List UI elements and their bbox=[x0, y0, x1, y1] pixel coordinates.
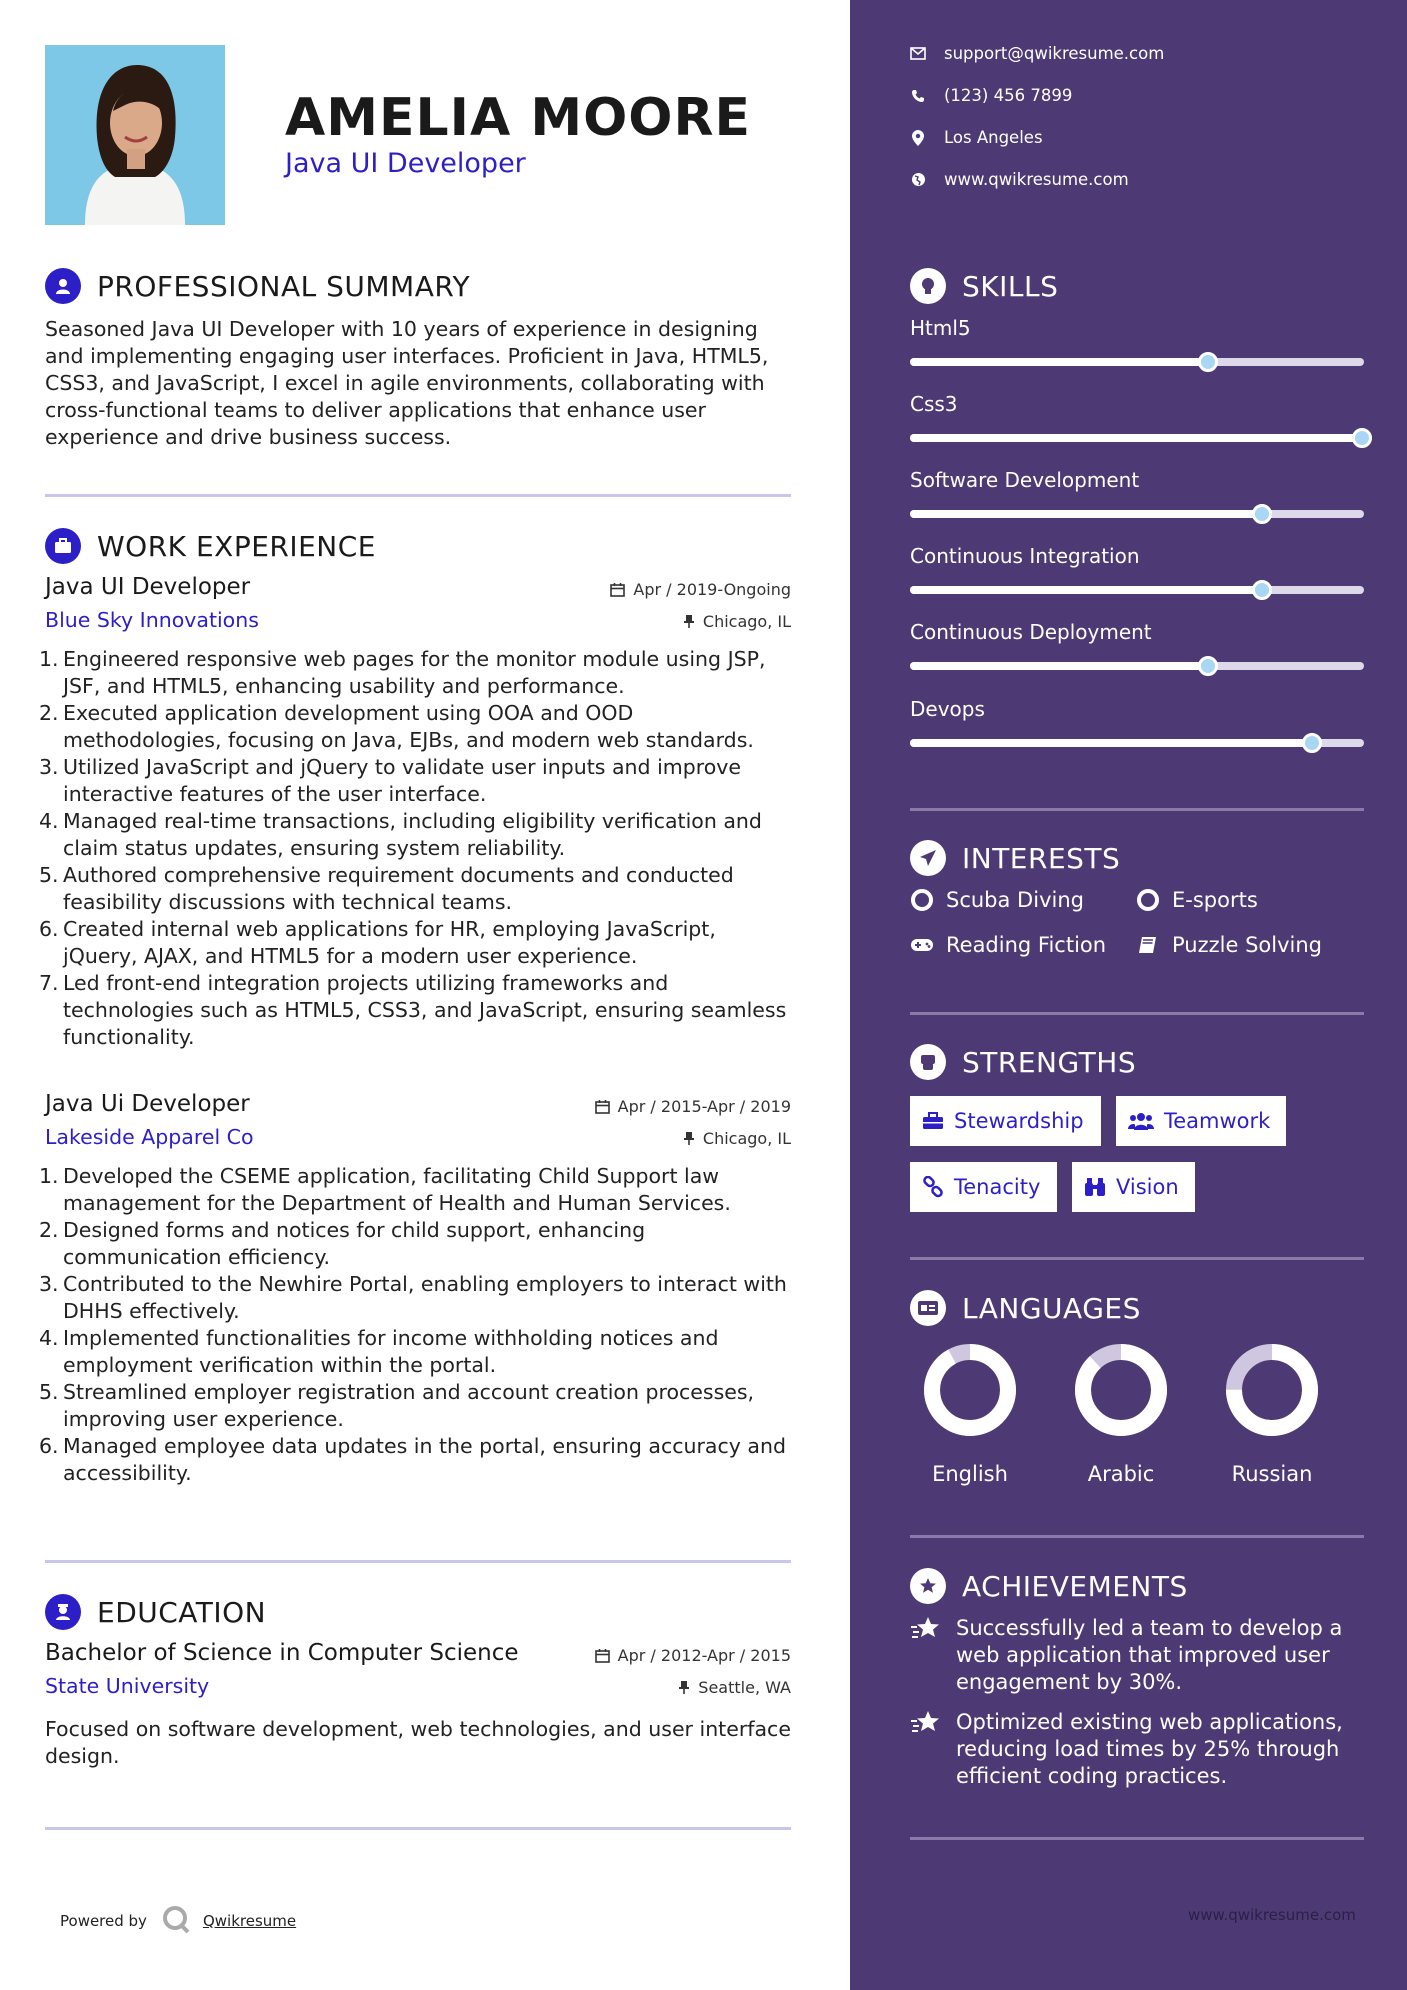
footer-website[interactable]: www.qwikresume.com bbox=[1188, 1906, 1356, 1924]
skill-bar bbox=[910, 434, 1364, 442]
skill-name: Continuous Deployment bbox=[910, 620, 1152, 644]
phone-text: (123) 456 7899 bbox=[944, 86, 1073, 105]
map-marker-icon bbox=[910, 130, 926, 146]
strength-label: Vision bbox=[1116, 1175, 1179, 1199]
star-badge-icon bbox=[910, 1568, 946, 1604]
skill-bar bbox=[910, 739, 1364, 747]
interest-label: Reading Fiction bbox=[946, 933, 1107, 957]
email-text: support@qwikresume.com bbox=[944, 44, 1165, 63]
interest-item bbox=[910, 888, 1084, 912]
strength-chip bbox=[1072, 1162, 1195, 1212]
powered-by bbox=[60, 1904, 296, 1938]
job-company: Blue Sky Innovations bbox=[45, 608, 259, 632]
language-item bbox=[1197, 1340, 1347, 1486]
skill-bar bbox=[910, 586, 1364, 594]
contact-location bbox=[910, 128, 1043, 147]
achievement-item bbox=[910, 1709, 1364, 1790]
skill-bar bbox=[910, 662, 1364, 670]
skill-name: Continuous Integration bbox=[910, 544, 1140, 568]
divider bbox=[910, 808, 1364, 811]
skill-fill bbox=[910, 358, 1210, 366]
skill-fill bbox=[910, 586, 1264, 594]
binoculars-icon bbox=[1084, 1177, 1106, 1197]
language-ring bbox=[920, 1340, 1020, 1440]
skill-knob bbox=[1352, 428, 1372, 448]
list-item: 4. Implemented functionalities for income withholding notices and employment verification within the portal. bbox=[39, 1326, 719, 1377]
strength-chip bbox=[910, 1096, 1101, 1146]
bullet-text: Managed employee data updates in the portal, ensuring accuracy and accessibility. bbox=[63, 1434, 786, 1485]
languages-title: LANGUAGES bbox=[962, 1291, 1141, 1325]
skill-knob bbox=[1302, 733, 1322, 753]
language-ring bbox=[1222, 1340, 1322, 1440]
achievements-heading bbox=[910, 1568, 1188, 1604]
skill-knob bbox=[1198, 656, 1218, 676]
skill-item bbox=[910, 468, 1364, 518]
job-bullets bbox=[39, 646, 791, 1051]
achievement-text: Optimized existing web applications, reducing load times by 25% through efficient coding practices. bbox=[956, 1710, 1343, 1788]
bullet-text: Developed the CSEME application, facilitating Child Support law management for the Department of Health and Human Services. bbox=[63, 1164, 731, 1215]
users-icon bbox=[1128, 1111, 1154, 1131]
interest-item bbox=[910, 933, 1106, 957]
strengths-heading bbox=[910, 1044, 1136, 1080]
bullet-text: Contributed to the Newhire Portal, enabling employers to interact with DHHS effectively. bbox=[63, 1272, 787, 1323]
strength-chip bbox=[910, 1162, 1057, 1212]
skill-item bbox=[910, 392, 1364, 442]
phone-icon bbox=[910, 88, 926, 104]
summary-heading bbox=[45, 268, 470, 304]
skill-item bbox=[910, 316, 1364, 366]
strength-label: Teamwork bbox=[1164, 1109, 1271, 1133]
paper-plane-icon bbox=[910, 840, 946, 876]
star-icon bbox=[910, 1615, 942, 1643]
bullet-text: Managed real-time transactions, including eligibility verification and claim status updates, ensuring system reliability. bbox=[63, 809, 762, 860]
calendar-icon bbox=[595, 1099, 610, 1114]
calendar-icon bbox=[595, 1648, 610, 1663]
education-description: Focused on software development, web technologies, and user interface design. bbox=[45, 1717, 791, 1768]
skill-bar bbox=[910, 358, 1364, 366]
pin-icon bbox=[678, 1680, 690, 1695]
language-ring-fill bbox=[1083, 1352, 1159, 1428]
job-entry bbox=[39, 574, 791, 1051]
job-date bbox=[610, 580, 791, 599]
school: State University bbox=[45, 1674, 210, 1698]
list-item: 6. Managed employee data updates in the portal, ensuring accuracy and accessibility. bbox=[39, 1434, 786, 1485]
skill-bar bbox=[910, 510, 1364, 518]
education-heading bbox=[45, 1594, 266, 1630]
degree: Bachelor of Science in Computer Science bbox=[45, 1640, 519, 1666]
job-title: Java Ui Developer bbox=[45, 1091, 250, 1117]
job-date bbox=[595, 1097, 791, 1116]
divider bbox=[45, 1827, 791, 1830]
strength-chip bbox=[1116, 1096, 1286, 1146]
language-icon bbox=[910, 1290, 946, 1326]
languages-heading bbox=[910, 1290, 1141, 1326]
contact-phone[interactable] bbox=[910, 86, 1072, 105]
language-name: English bbox=[932, 1462, 1008, 1486]
skill-item bbox=[910, 697, 1364, 747]
pin-icon bbox=[683, 1131, 695, 1146]
list-item: 1. Engineered responsive web pages for the monitor module using JSP, JSF, and HTML5, enhancing usability and performance. bbox=[39, 647, 766, 698]
list-item: 4. Managed real-time transactions, including eligibility verification and claim status updates, ensuring system reliability. bbox=[39, 809, 762, 860]
list-item: 5. Authored comprehensive requirement documents and conducted feasibility discussions with technical teams. bbox=[39, 863, 734, 914]
work-heading bbox=[45, 528, 376, 564]
book-icon bbox=[1136, 933, 1160, 957]
skill-fill bbox=[910, 434, 1364, 442]
interest-label: Scuba Diving bbox=[946, 888, 1084, 912]
powered-by-label: Powered by bbox=[60, 1912, 147, 1930]
contact-email[interactable] bbox=[910, 44, 1164, 63]
language-item bbox=[1046, 1340, 1196, 1486]
skill-name: Software Development bbox=[910, 468, 1140, 492]
location-text: Los Angeles bbox=[944, 128, 1043, 147]
calendar-icon bbox=[610, 582, 625, 597]
achievement-item bbox=[910, 1615, 1364, 1696]
job-location bbox=[683, 612, 791, 631]
job-entry bbox=[39, 1091, 791, 1487]
skill-knob bbox=[1252, 504, 1272, 524]
language-name: Russian bbox=[1231, 1462, 1313, 1486]
achievement-text: Successfully led a team to develop a web application that improved user engagement by 30%. bbox=[956, 1616, 1343, 1694]
skill-fill bbox=[910, 739, 1314, 747]
envelope-icon bbox=[910, 46, 926, 62]
divider bbox=[45, 494, 791, 497]
list-item: 7. Led front-end integration projects utilizing frameworks and technologies such as HTML5, CSS3, and JavaScript, ensuring seamless functionality. bbox=[39, 971, 787, 1049]
life-ring-icon bbox=[1136, 888, 1160, 912]
list-item: 2. Designed forms and notices for child support, enhancing communication efficiency. bbox=[39, 1218, 646, 1269]
education-date bbox=[595, 1646, 791, 1665]
fist-icon bbox=[910, 1044, 946, 1080]
education-location-text: Seattle, WA bbox=[698, 1678, 791, 1697]
user-icon bbox=[45, 268, 81, 304]
interests-title: INTERESTS bbox=[962, 841, 1121, 875]
language-ring-fill bbox=[932, 1352, 1008, 1428]
bullet-text: Created internal web applications for HR, employing JavaScript, jQuery, AJAX, and HTML5 for a modern user experience. bbox=[63, 917, 716, 968]
skill-item bbox=[910, 544, 1364, 594]
skill-item bbox=[910, 620, 1364, 670]
job-date-text: Apr / 2019-Ongoing bbox=[633, 580, 791, 599]
summary-title: PROFESSIONAL SUMMARY bbox=[97, 269, 471, 303]
skill-name: Css3 bbox=[910, 392, 958, 416]
profile-photo bbox=[45, 45, 225, 225]
education-date-text: Apr / 2012-Apr / 2015 bbox=[617, 1646, 791, 1665]
strength-label: Tenacity bbox=[954, 1175, 1041, 1199]
lightbulb-icon bbox=[910, 268, 946, 304]
contact-website[interactable] bbox=[910, 170, 1129, 189]
bullet-text: Implemented functionalities for income withholding notices and employment verification within the portal. bbox=[63, 1326, 719, 1377]
skill-knob bbox=[1252, 580, 1272, 600]
bullet-text: Streamlined employer registration and account creation processes, improving user experience. bbox=[63, 1380, 755, 1431]
bullet-text: Utilized JavaScript and jQuery to validate user inputs and improve interactive features of the user interface. bbox=[63, 755, 742, 806]
brand-link[interactable]: Qwikresume bbox=[202, 1912, 297, 1930]
education-location bbox=[678, 1678, 791, 1697]
skill-name: Html5 bbox=[910, 316, 971, 340]
interest-item bbox=[1136, 933, 1322, 957]
language-ring bbox=[1071, 1340, 1171, 1440]
work-title: WORK EXPERIENCE bbox=[97, 529, 376, 563]
interest-label: E-sports bbox=[1172, 888, 1258, 912]
job-location-text: Chicago, IL bbox=[702, 1129, 791, 1148]
candidate-role: Java UI Developer bbox=[285, 148, 526, 179]
globe-icon bbox=[910, 172, 926, 188]
divider bbox=[910, 1012, 1364, 1015]
job-title: Java UI Developer bbox=[45, 574, 251, 600]
skills-title: SKILLS bbox=[962, 269, 1059, 303]
graduate-icon bbox=[45, 1594, 81, 1630]
skill-name: Devops bbox=[910, 697, 985, 721]
job-location bbox=[683, 1129, 791, 1148]
education-title: EDUCATION bbox=[97, 1595, 267, 1629]
list-item: 3. Utilized JavaScript and jQuery to validate user inputs and improve interactive features of the user interface. bbox=[39, 755, 742, 806]
list-item: 2. Executed application development using OOA and OOD methodologies, focusing on Java, EJBs, and modern web standards. bbox=[39, 701, 754, 752]
job-location-text: Chicago, IL bbox=[702, 612, 791, 631]
candidate-name: AMELIA MOORE bbox=[285, 88, 752, 148]
skill-fill bbox=[910, 662, 1210, 670]
qwikresume-logo-icon bbox=[161, 1904, 191, 1938]
strengths-title: STRENGTHS bbox=[962, 1045, 1137, 1079]
interests-heading bbox=[910, 840, 1120, 876]
job-company: Lakeside Apparel Co bbox=[45, 1125, 254, 1149]
bullet-text: Authored comprehensive requirement documents and conducted feasibility discussions with technical teams. bbox=[63, 863, 734, 914]
list-item: 1. Developed the CSEME application, facilitating Child Support law management for the Department of Health and Human Services. bbox=[39, 1164, 731, 1215]
divider bbox=[910, 1257, 1364, 1260]
divider bbox=[45, 1560, 791, 1563]
gamepad-icon bbox=[910, 933, 934, 957]
language-name: Arabic bbox=[1087, 1462, 1155, 1486]
education-entry bbox=[45, 1640, 791, 1698]
skill-fill bbox=[910, 510, 1264, 518]
briefcase-icon bbox=[45, 528, 81, 564]
language-item bbox=[895, 1340, 1045, 1486]
list-item: 3. Contributed to the Newhire Portal, enabling employers to interact with DHHS effectively. bbox=[39, 1272, 787, 1323]
summary-text: Seasoned Java UI Developer with 10 years of experience in designing and implementing engaging user interfaces. Proficient in Java, HTML5, CSS3, and JavaScript, I excel in agile environments, collaborating with cross-functional teams to deliver applications that enhance user experience and drive business success. bbox=[45, 317, 769, 449]
interest-label: Puzzle Solving bbox=[1172, 933, 1322, 957]
bullet-text: Engineered responsive web pages for the monitor module using JSP, JSF, and HTML5, enhancing usability and performance. bbox=[63, 647, 766, 698]
divider bbox=[910, 1535, 1364, 1538]
briefcase-icon bbox=[922, 1112, 944, 1130]
job-date-text: Apr / 2015-Apr / 2019 bbox=[617, 1097, 791, 1116]
skill-knob bbox=[1198, 352, 1218, 372]
strength-label: Stewardship bbox=[954, 1109, 1084, 1133]
bullet-text: Led front-end integration projects utilizing frameworks and technologies such as HTML5, CSS3, and JavaScript, ensuring seamless functionality. bbox=[63, 971, 787, 1049]
pin-icon bbox=[683, 614, 695, 629]
job-bullets bbox=[39, 1163, 791, 1487]
website-text: www.qwikresume.com bbox=[944, 170, 1129, 189]
life-ring-icon bbox=[910, 888, 934, 912]
list-item: 6. Created internal web applications for HR, employing JavaScript, jQuery, AJAX, and HTML5 for a modern user experience. bbox=[39, 917, 716, 968]
list-item: 5. Streamlined employer registration and account creation processes, improving user experience. bbox=[39, 1380, 755, 1431]
star-icon bbox=[910, 1709, 942, 1737]
interest-item bbox=[1136, 888, 1258, 912]
divider bbox=[910, 1837, 1364, 1840]
achievements-title: ACHIEVEMENTS bbox=[962, 1569, 1188, 1603]
link-icon bbox=[922, 1176, 944, 1198]
bullet-text: Executed application development using OOA and OOD methodologies, focusing on Java, EJBs, and modern web standards. bbox=[63, 701, 754, 752]
bullet-text: Designed forms and notices for child support, enhancing communication efficiency. bbox=[63, 1218, 646, 1269]
skills-heading bbox=[910, 268, 1058, 304]
